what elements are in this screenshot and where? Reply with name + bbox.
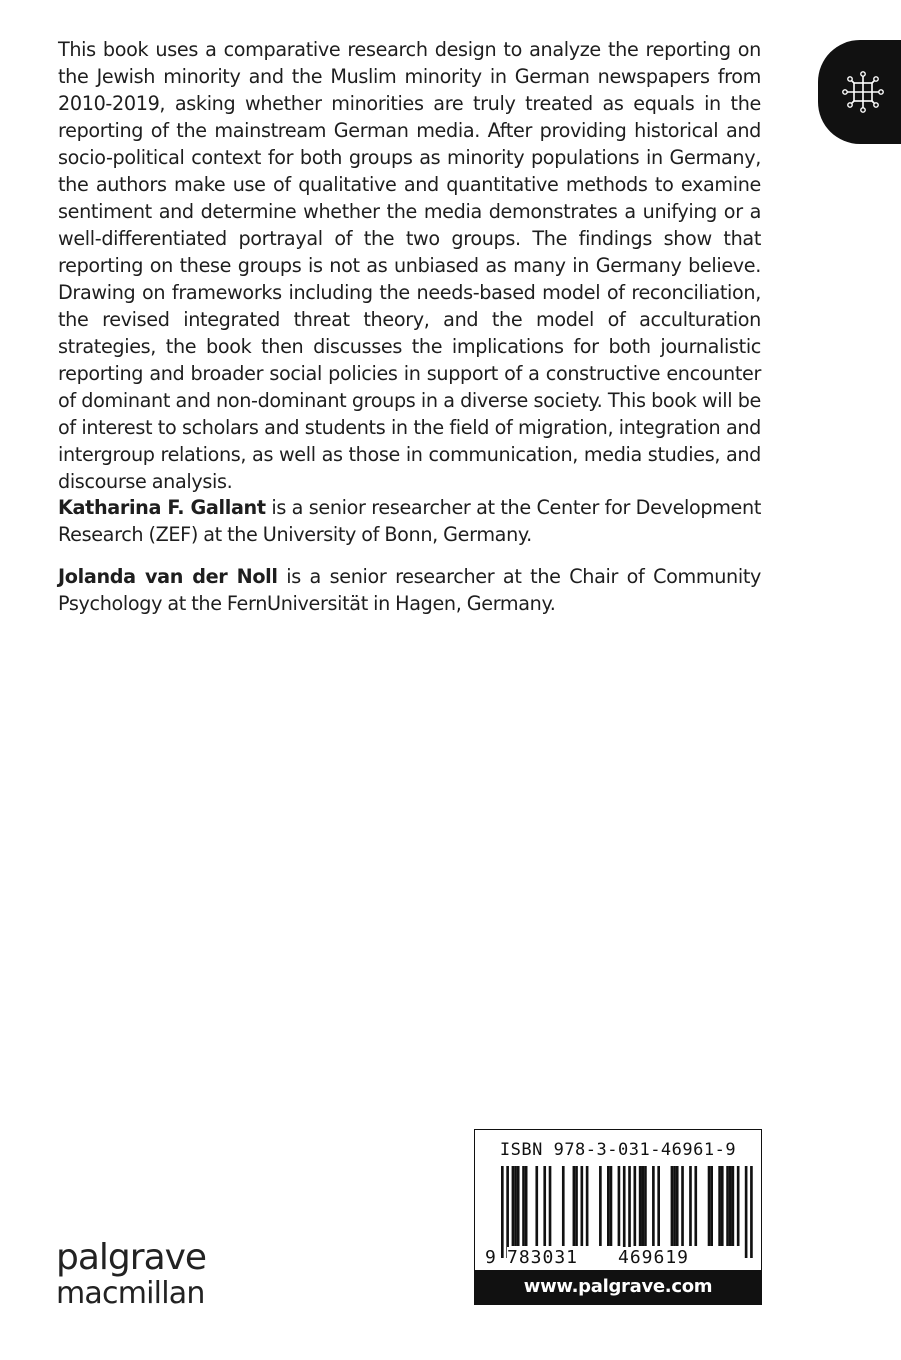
barcode-bar <box>644 1166 647 1246</box>
barcode-bar <box>543 1166 546 1246</box>
barcode-bar <box>573 1166 576 1246</box>
barcode-bar <box>575 1166 578 1246</box>
publisher-url: www.palgrave.com <box>475 1270 761 1304</box>
barcode-bar <box>657 1166 660 1246</box>
barcode-bar <box>586 1166 589 1246</box>
barcode-bar <box>512 1166 515 1246</box>
barcode-bar <box>726 1166 729 1246</box>
barcode-bar <box>676 1166 679 1246</box>
barcode-bar <box>562 1166 565 1246</box>
author-name-2: Jolanda van der Noll <box>58 565 278 588</box>
palgrave-tab <box>818 40 901 144</box>
barcode-digits-left: 783031 <box>507 1247 579 1268</box>
barcode-bar <box>549 1166 552 1246</box>
barcode-bar <box>689 1166 692 1246</box>
barcode-bar <box>732 1166 735 1246</box>
barcode-bar <box>681 1166 684 1246</box>
barcode-bar <box>718 1166 721 1246</box>
author-bio-text-1: is a senior researcher at the Center for Development Research (ZEF) at the University of Bonn, Germany. <box>58 496 761 546</box>
barcode-bar <box>506 1166 509 1258</box>
barcode-bar <box>708 1166 711 1246</box>
barcode-bar <box>535 1166 538 1246</box>
barcode-bar <box>525 1166 528 1246</box>
barcode-bar <box>710 1166 713 1246</box>
barcode-bar <box>514 1166 517 1246</box>
publisher-logo-line2: macmillan <box>56 1276 205 1311</box>
publisher-logo-line1: palgrave <box>56 1237 207 1278</box>
barcode-bar <box>673 1166 676 1246</box>
author-name-1: Katharina F. Gallant <box>58 496 266 519</box>
barcode-bar <box>737 1166 740 1246</box>
isbn-label: ISBN 978-3-031-46961-9 <box>499 1140 737 1160</box>
barcode-bar <box>599 1166 602 1246</box>
barcode-bar <box>671 1166 674 1246</box>
barcode-bar <box>610 1166 613 1246</box>
publisher-logo <box>56 1237 207 1311</box>
barcode-bar <box>641 1166 644 1246</box>
barcode-bar <box>721 1166 724 1246</box>
barcode-bar <box>628 1166 631 1258</box>
barcode-bar <box>694 1166 697 1246</box>
palgrave-star-icon <box>841 70 885 114</box>
barcode-digits-right: 469619 <box>618 1247 690 1268</box>
barcode-bar <box>607 1166 610 1246</box>
barcode-bar <box>618 1166 621 1246</box>
barcode-bar <box>501 1166 504 1258</box>
author-bio-1 <box>58 494 761 548</box>
barcode-bar <box>634 1166 637 1246</box>
barcode-bar <box>652 1166 655 1246</box>
isbn-barcode-block <box>474 1129 762 1305</box>
barcode-digit-first: 9 <box>485 1247 497 1268</box>
author-bio-text-2: is a senior researcher at the Chair of Community Psychology at the FernUniversität in Hagen, Germany. <box>58 565 761 615</box>
author-bio-2 <box>58 563 761 617</box>
barcode-bar <box>729 1166 732 1246</box>
barcode-bar <box>517 1166 520 1246</box>
barcode-bar <box>522 1166 525 1246</box>
back-cover-blurb: This book uses a comparative research design to analyze the reporting on the Jewish minority and the Muslim minority in German newspapers from 2010-2019, asking whether minorities are truly treated as equals in the reporting of the mainstream German media. After providing historical and socio-political context for both groups as minority populations in Germany, the authors make use of qualitative and quantitative methods to examine sentiment and determine whether the media demonstrates a unifying or a well-differentiated portrayal of the two groups. The findings show that reporting on these groups is not as unbiased as many in Germany believe. Drawing on frameworks including the needs-based model of reconciliation, the revised integrated threat theory, and the model of acculturation strategies, the book then discusses the implications for both journalistic reporting and broader social policies in support of a constructive encounter of dominant and non-dominant groups in a diverse society. This book will be of interest to scholars and students in the field of migration, integration and intergroup relations, as well as those in communication, media studies, and discourse analysis. <box>58 38 761 493</box>
barcode-bar <box>750 1166 753 1258</box>
barcode-bar <box>745 1166 748 1258</box>
barcode-bar <box>623 1166 626 1258</box>
barcode-bar <box>581 1166 584 1246</box>
barcode-bar <box>639 1166 642 1246</box>
